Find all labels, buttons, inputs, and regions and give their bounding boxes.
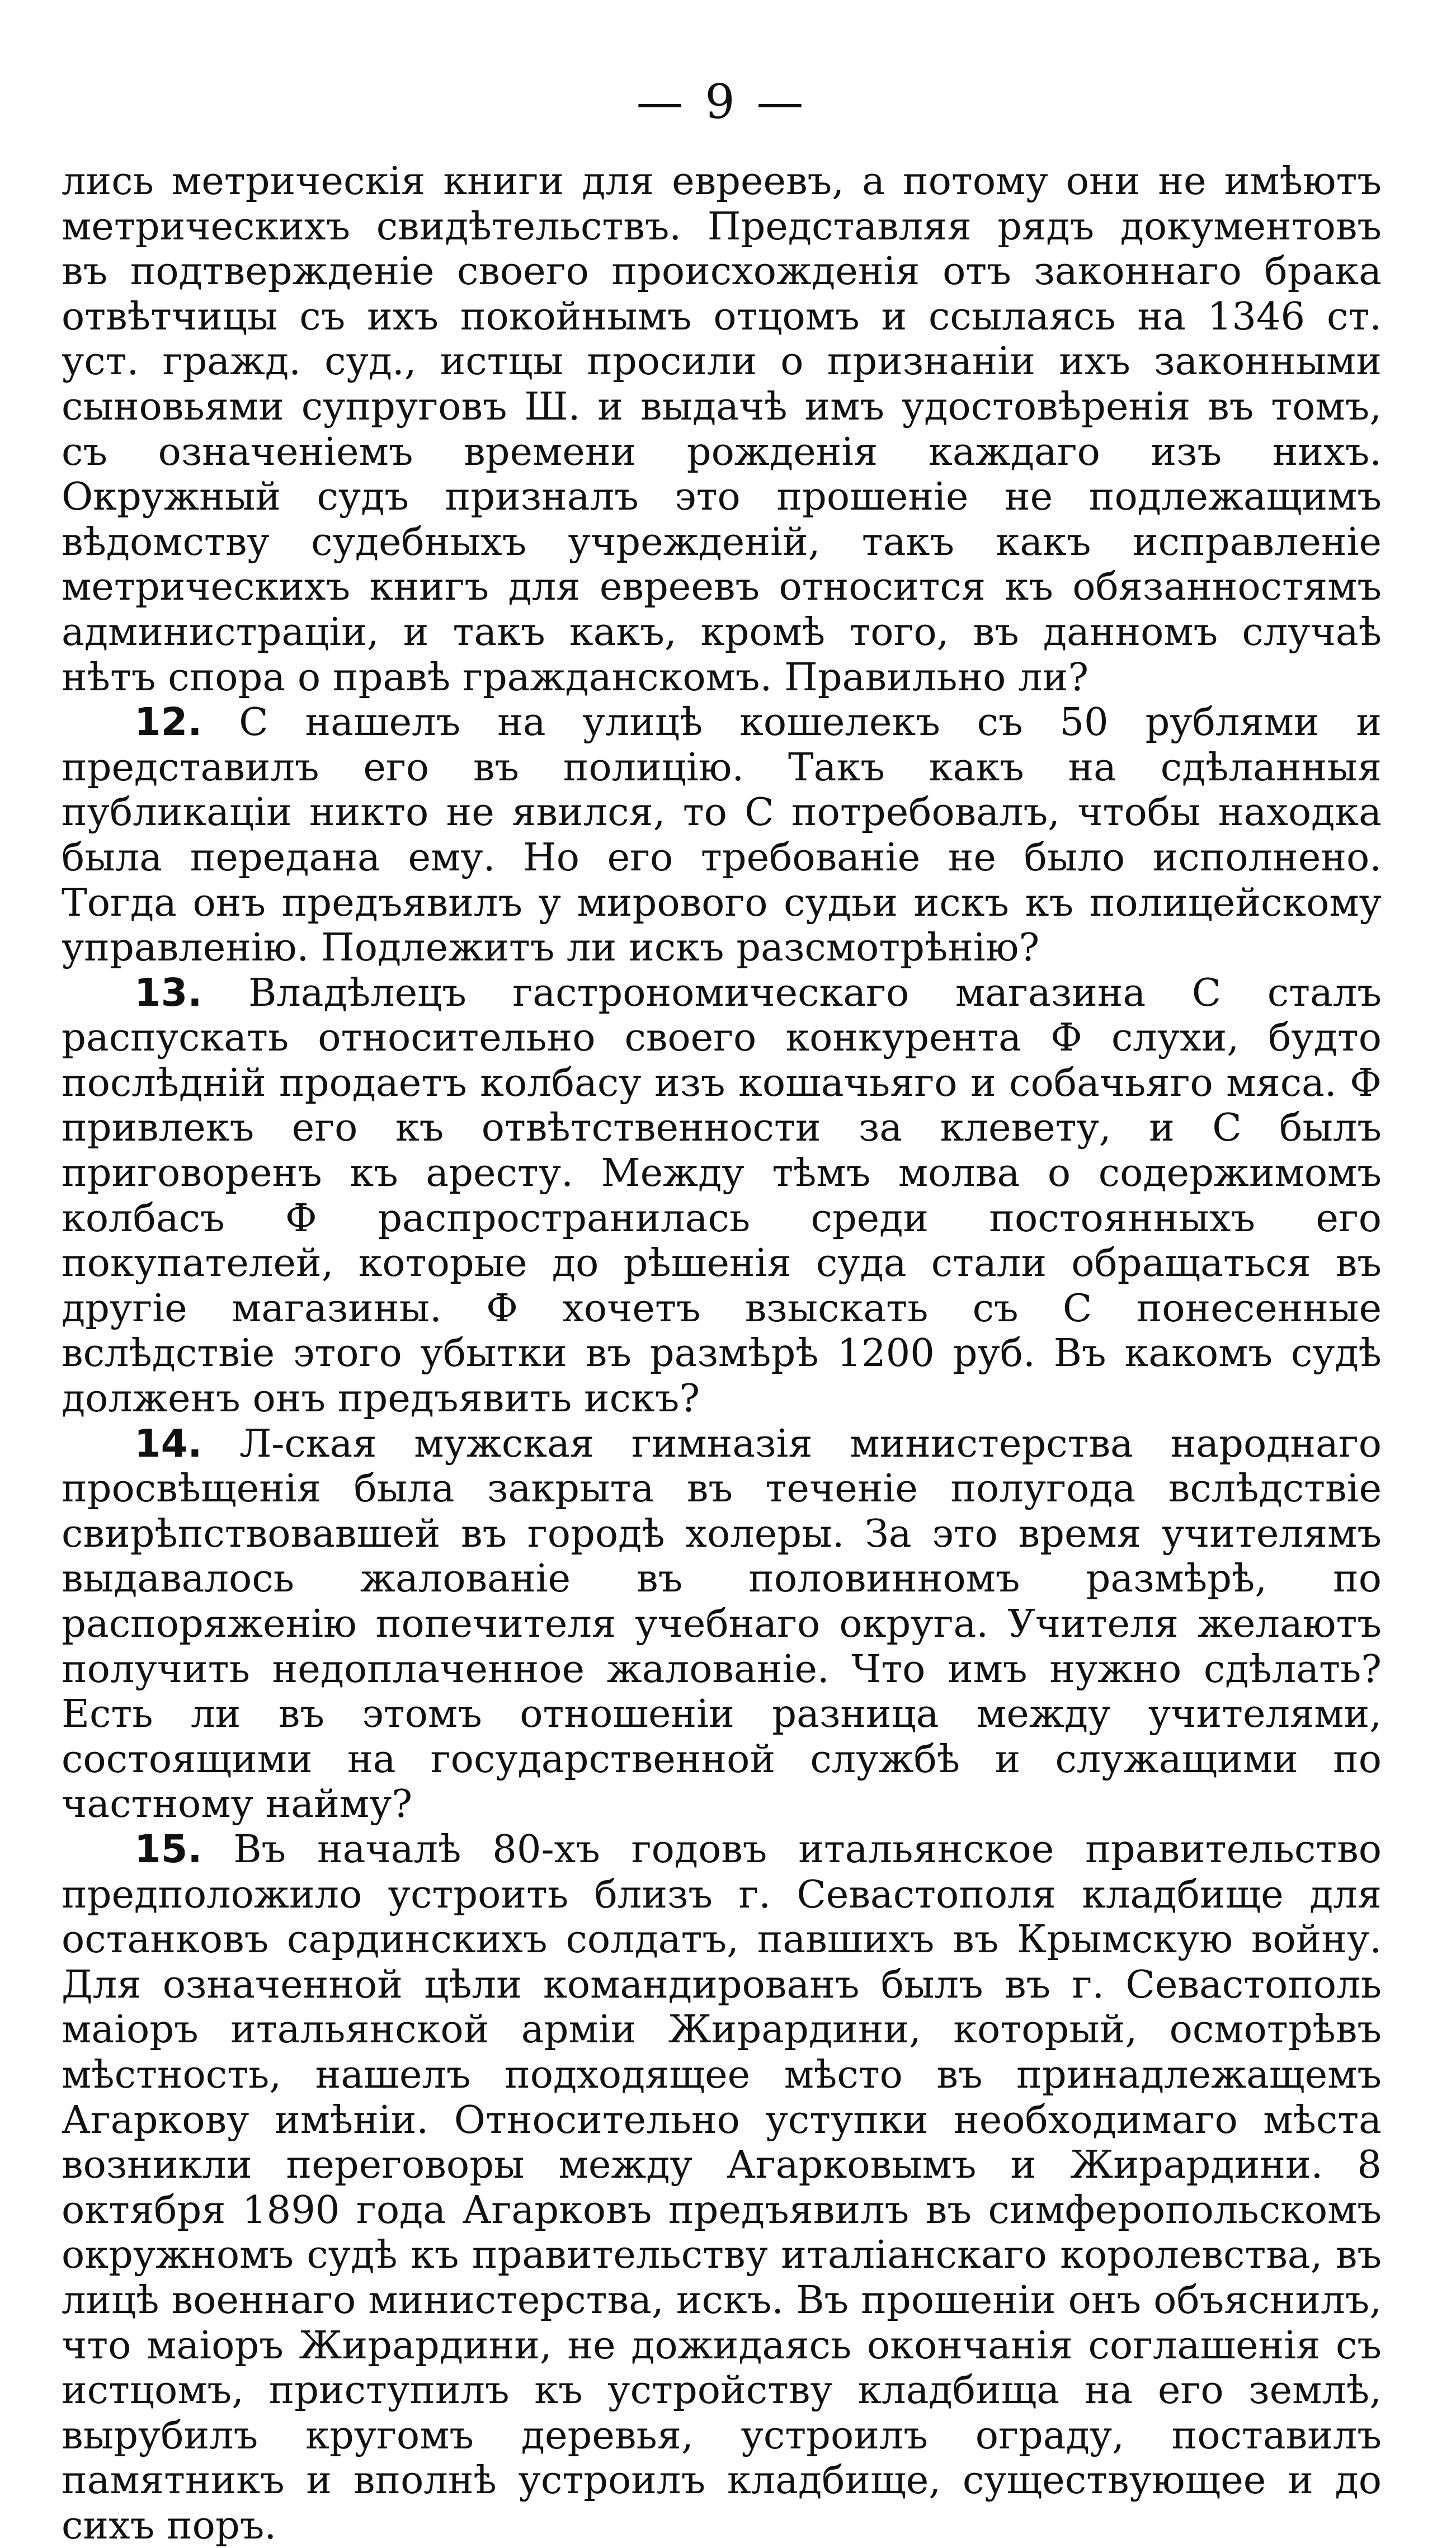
question-number: 14. [134,1421,202,1466]
paragraph-text: Владѣлецъ гастрономическаго магазина С сталъ распускать относительно своего конкурента Ф слухи, будто послѣдній продаетъ колбасу изъ кошачьяго и собачьяго мяса. Ф привлекъ его къ отвѣтственности за клевету, и С былъ приговоренъ къ аресту. Между тѣмъ молва о содержимомъ колбасъ Ф распространилась среди постоянныхъ его покупателей, которые до рѣшенія суда стали обращаться въ другіе магазины. Ф хочетъ взыскать съ С понесенные вслѣдствіе этого убытки въ размѣрѣ 1200 руб. Въ какомъ судѣ долженъ онъ предъявить искъ? [62,970,1382,1421]
paragraph-text: лись метрическія книги для евреевъ, а потому они не имѣютъ метрическихъ свидѣтельствъ. Представляя рядъ документовъ въ подтвержденіе своего происхожденія отъ законнаго брака отвѣтчицы съ ихъ покойнымъ отцомъ и ссылаясь на 1346 ст. уст. гражд. суд., истцы просили о признаніи ихъ законными сыновьями супруговъ Ш. и выдачѣ имъ удостовѣренія въ томъ, съ означеніемъ времени рожденія каждаго изъ нихъ. Окружный судъ призналъ это прошеніе не подлежащимъ вѣдомству судебныхъ учрежденій, такъ какъ исправленіе метрическихъ книгъ для евреевъ относится къ обязанностямъ администраціи, и такъ какъ, кромѣ того, въ данномъ случаѣ нѣтъ спора о правѣ гражданскомъ. Правильно ли? [62,159,1382,700]
question-14 [62,1421,1382,1827]
question-15 [62,1827,1382,2548]
page-number: — 9 — [636,74,807,129]
paragraph-text: Въ началѣ 80-хъ годовъ итальянское правительство предположило устроить близъ г. Севастополя кладбище для останковъ сардинскихъ солдатъ, павшихъ въ Крымскую войну. Для означенной цѣли командированъ былъ въ г. Севастополь маіоръ итальянской арміи Жирардини, который, осмотрѣвъ мѣстность, нашелъ подходящее мѣсто въ принадлежащемъ Агаркову имѣніи. Относительно уступки необходимаго мѣста возникли переговоры между Агарковымъ и Жирардини. 8 октября 1890 года Агарковъ предъявилъ въ симферопольскомъ окружномъ судѣ къ правительству италіанскаго королевства, въ лицѣ военнаго министерства, искъ. Въ прошеніи онъ объяснилъ, что маіоръ Жирардини, не дожидаясь окончанія соглашенія съ истцомъ, приступилъ къ устройству кладбища на его землѣ, вырубилъ кругомъ деревья, устроилъ ограду, поставилъ памятникъ и вполнѣ устроилъ кладбище, существующее и до сихъ поръ. [62,1826,1382,2548]
paragraph-text: Л-ская мужская гимназія министерства народнаго просвѣщенія была закрыта въ теченіе полугода вслѣдствіе свирѣпствовавшей въ городѣ холеры. За это время учителямъ выдавалось жалованіе въ половинномъ размѣрѣ, по распоряженію попечителя учебнаго округа. Учителя желаютъ получить недоплаченное жалованіе. Что имъ нужно сдѣлать? Есть ли въ этомъ отношеніи разница между учителями, состоящими на государственной службѣ и служащими по частному найму? [62,1421,1382,1827]
question-number: 13. [134,970,202,1015]
book-page [62,74,1382,2548]
question-number: 15. [134,1826,202,1872]
question-number: 12. [134,700,202,745]
question-12 [62,700,1382,971]
paragraph-text: С нашелъ на улицѣ кошелекъ съ 50 рублями и представилъ его въ полицію. Такъ какъ на сдѣланныя публикаціи никто не явился, то С потребовалъ, чтобы находка была передана ему. Но его требованіе не было исполнено. Тогда онъ предъявилъ у мирового судьи искъ къ полицейскому управленію. Подлежитъ ли искъ разсмотрѣнію? [62,700,1382,971]
paragraph-continuation [62,159,1382,700]
question-13 [62,971,1382,1421]
